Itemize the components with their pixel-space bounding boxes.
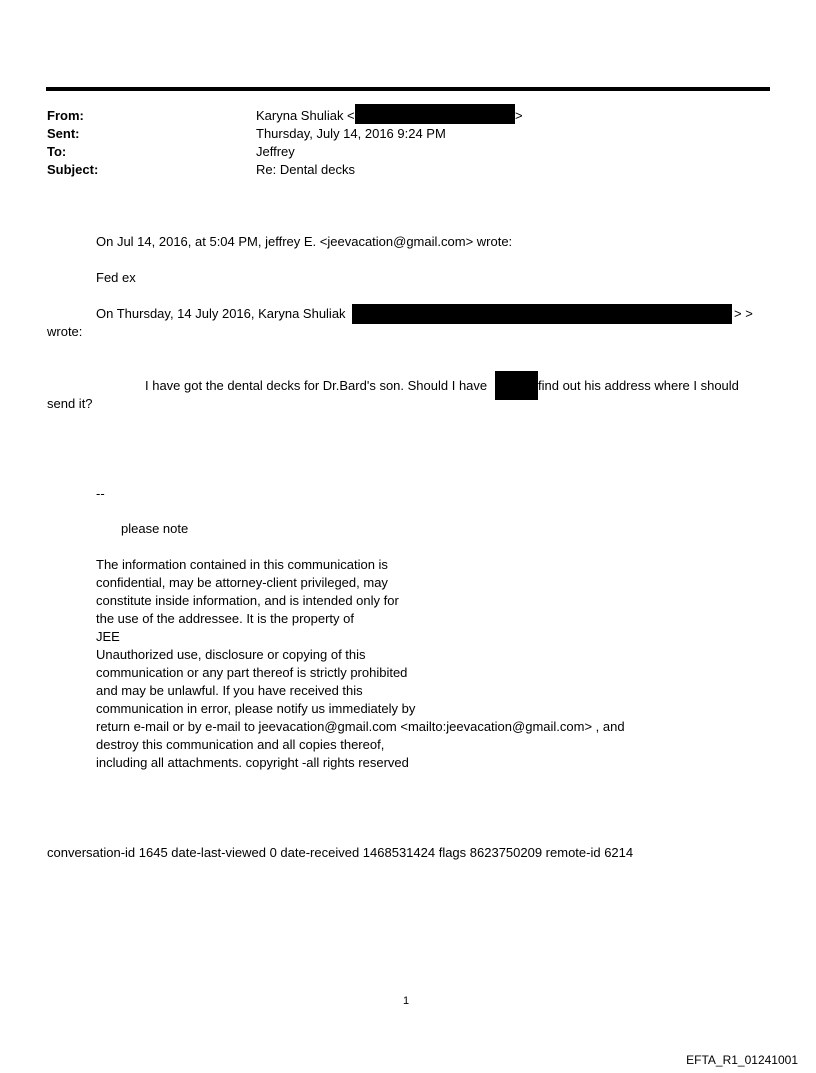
header-divider	[46, 87, 770, 91]
redaction-block	[352, 304, 732, 324]
redaction-block	[355, 104, 515, 124]
from-label: From:	[47, 108, 84, 123]
to-value: Jeffrey	[256, 144, 295, 159]
quote-header-2-suffix: > >	[734, 306, 753, 321]
subject-value: Re: Dental decks	[256, 162, 355, 177]
sent-value: Thursday, July 14, 2016 9:24 PM	[256, 126, 446, 141]
quote-header-1: On Jul 14, 2016, at 5:04 PM, jeffrey E. <jeevacation@gmail.com> wrote:	[96, 234, 513, 249]
disclaimer-line: Unauthorized use, disclosure or copying of this	[96, 647, 366, 662]
message-text-part1: I have got the dental decks for Dr.Bard's son. Should I have	[145, 378, 488, 393]
page-number: 1	[403, 995, 410, 1007]
message-text-part2: find out his address where I should	[538, 378, 739, 393]
disclaimer-line: return e-mail or by e-mail to jeevacation@gmail.com <mailto:jeevacation@gmail.com> , and	[96, 719, 625, 734]
message-text-line2: send it?	[47, 396, 93, 411]
please-note: please note	[121, 521, 189, 536]
from-value	[256, 107, 355, 125]
disclaimer-line: and may be unlawful. If you have received this	[96, 683, 363, 698]
disclaimer-line: constitute inside information, and is intended only for	[96, 593, 399, 608]
disclaimer-line: including all attachments. copyright -all rights reserved	[96, 755, 409, 770]
disclaimer-line: communication in error, please notify us immediately by	[96, 701, 416, 716]
confidentiality-disclaimer	[96, 556, 625, 772]
disclaimer-line: JEE	[96, 629, 120, 644]
from-close-bracket: >	[515, 108, 523, 123]
subject-label: Subject:	[47, 162, 99, 177]
sent-label: Sent:	[47, 126, 80, 141]
conversation-metadata: conversation-id 1645 date-last-viewed 0 date-received 1468531424 flags 8623750209 remote-id 6214	[47, 845, 634, 860]
bates-number: EFTA_R1_01241001	[686, 1053, 798, 1067]
redaction-block	[495, 371, 538, 400]
from-name: Karyna Shuliak <	[256, 108, 355, 123]
disclaimer-line: communication or any part thereof is strictly prohibited	[96, 665, 408, 680]
quote-header-2: On Thursday, 14 July 2016, Karyna Shuliak	[96, 306, 346, 321]
signature-separator: --	[96, 486, 105, 501]
disclaimer-line: The information contained in this communication is	[96, 557, 388, 572]
quote-header-2-wrote: wrote:	[47, 324, 83, 339]
disclaimer-line: destroy this communication and all copies thereof,	[96, 737, 385, 752]
disclaimer-line: confidential, may be attorney-client privileged, may	[96, 575, 388, 590]
disclaimer-line: the use of the addressee. It is the property of	[96, 611, 354, 626]
reply-text: Fed ex	[96, 270, 136, 285]
to-label: To:	[47, 144, 67, 159]
